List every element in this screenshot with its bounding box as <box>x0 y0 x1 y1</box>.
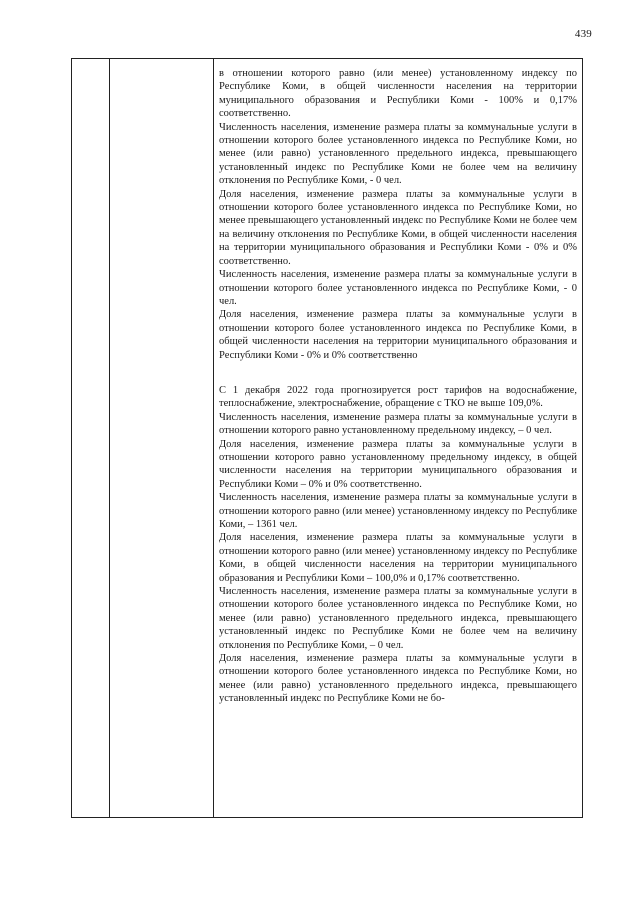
table-cell-description <box>214 59 583 818</box>
paragraph: в отношении которого равно (или менее) установленному индексу по Республике Коми, в общей численности населения на территории муниципального образования и Республики Коми - 100% и 0,17% соответственно. <box>219 68 577 120</box>
paragraph-gap <box>219 362 577 384</box>
paragraph: Численность населения, изменение размера платы за коммунальные услуги в отношении которого более установленного индекса по Республике Коми, - 0 чел. <box>219 269 577 307</box>
paragraph: Доля населения, изменение размера платы за коммунальные услуги в отношении которого более установленного индекса по Республике Коми, но менее превышающего установленный индекс по Республике Коми не более чем на величину отклонения по Республике Коми, в общей численности населения на территории муниципального образования и Республики Коми - 0% и 0% соответственно. <box>219 188 577 267</box>
paragraph: Численность населения, изменение размера платы за коммунальные услуги в отношении которого равно (или менее) установленному индексу по Республике Коми, – 1361 чел. <box>219 492 577 530</box>
paragraph: Численность населения, изменение размера платы за коммунальные услуги в отношении которого более установленного индекса по Республике Коми, но менее (или равно) установленного предельного индекса, превышающего установленный индекс по Республике Коми не более чем на величину отклонения по Республике Коми, - 0 чел. <box>219 121 577 187</box>
paragraph: Доля населения, изменение размера платы за коммунальные услуги в отношении которого более установленного индекса по Республике Коми, но менее (или равно) установленного предельного индекса, превышающего установленный индекс по Республике Коми не бо- <box>219 653 577 705</box>
paragraph: Численность населения, изменение размера платы за коммунальные услуги в отношении которого более установленного индекса по Республике Коми, но менее (или равно) установленного предельного индекса, превышающего установленный индекс по Республике Коми не более чем на величину отклонения по Республике Коми, – 0 чел. <box>219 586 577 651</box>
paragraph: Доля населения, изменение размера платы за коммунальные услуги в отношении которого равно установленному предельному индексу, в общей численности населения на территории муниципального образования и Республики Коми – 0% и 0% соответственно. <box>219 438 577 490</box>
paragraph: Численность населения, изменение размера платы за коммунальные услуги в отношении которого равно установленному предельному индексу, – 0 чел. <box>219 411 577 437</box>
table-cell-indicator <box>110 59 214 818</box>
description-text <box>214 59 582 706</box>
page-number: 439 <box>574 28 592 40</box>
paragraph: С 1 декабря 2022 года прогнозируется рост тарифов на водоснабжение, теплоснабжение, электроснабжение, обращение с ТКО не выше 109,0%. <box>219 384 577 410</box>
table-row <box>72 59 583 818</box>
paragraph: Доля населения, изменение размера платы за коммунальные услуги в отношении которого более установленного индекса по Республике Коми, в общей численности населения на территории муниципального образования и Республики Коми - 0% и 0% соответственно <box>219 309 577 361</box>
table-cell-number <box>72 59 110 818</box>
document-table <box>71 58 583 818</box>
paragraph: Доля населения, изменение размера платы за коммунальные услуги в отношении которого равно (или менее) установленному индексу по Республике Коми, в общей численности населения на территории муниципального образования и Республики Коми – 100,0% и 0,17% соответственно. <box>219 532 577 584</box>
